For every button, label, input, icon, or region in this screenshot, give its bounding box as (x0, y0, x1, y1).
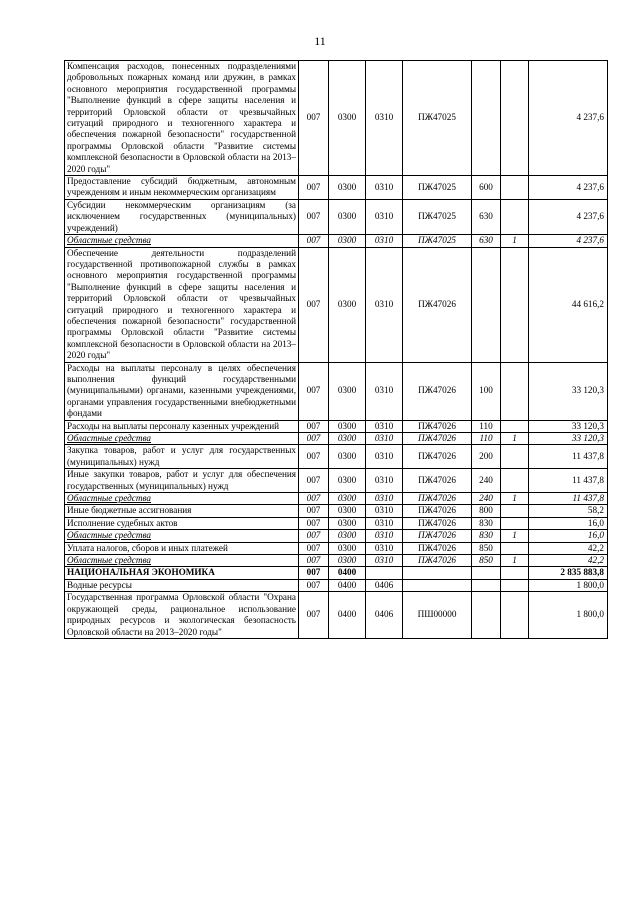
table-row (65, 176, 608, 200)
amount-cell: 33 120,3 (529, 433, 608, 445)
amount-cell: 4 237,6 (529, 61, 608, 176)
subsection-code-cell (366, 567, 403, 579)
expense-name-cell: Иные закупки товаров, работ и услуг для обеспечения государственных (муниципальных) нужд (65, 469, 299, 493)
department-code-cell: 007 (299, 247, 329, 362)
funding-source-cell (501, 505, 529, 517)
funding-source-cell (501, 517, 529, 529)
subsection-code-cell: 0310 (366, 530, 403, 542)
department-code-cell: 007 (299, 362, 329, 420)
target-item-code-cell: ПЖ47026 (403, 555, 472, 567)
expense-name-cell: Государственная программа Орловской области "Охрана окружающей среды, рациональное использование природных ресурсов и экологическая безопасность Орловской области на 2013–2020 годы" (65, 592, 299, 639)
table-row (65, 505, 608, 517)
target-item-code-cell: ПЖ47026 (403, 433, 472, 445)
department-code-cell: 007 (299, 420, 329, 432)
target-item-code-cell: ПЖ47025 (403, 176, 472, 200)
department-code-cell: 007 (299, 592, 329, 639)
section-code-cell: 0300 (329, 493, 366, 505)
department-code-cell: 007 (299, 199, 329, 234)
section-code-cell: 0300 (329, 420, 366, 432)
section-code-cell: 0400 (329, 567, 366, 579)
amount-cell: 11 437,8 (529, 445, 608, 469)
expense-name-cell: Обеспечение деятельности подразделений государственной противопожарной службы в рамках основного мероприятия государственной программы "Выполнение функций в сфере защиты населения и территорий Орловской области от чрезвычайных ситуаций природного и техногенного характера и обеспечения пожарной безопасности" государственной программы Орловской области "Развитие системы комплексной безопасности в Орловской области на 2013–2020 годы" (65, 247, 299, 362)
amount-cell: 16,0 (529, 517, 608, 529)
expense-type-code-cell: 100 (472, 362, 501, 420)
expense-name-cell: Областные средства (65, 493, 299, 505)
table-row (65, 555, 608, 567)
amount-cell: 4 237,6 (529, 235, 608, 247)
target-item-code-cell: ПЖ47026 (403, 420, 472, 432)
expense-type-code-cell: 850 (472, 555, 501, 567)
funding-source-cell: 1 (501, 530, 529, 542)
amount-cell: 2 835 883,8 (529, 567, 608, 579)
amount-cell: 33 120,3 (529, 362, 608, 420)
funding-source-cell: 1 (501, 555, 529, 567)
table-row (65, 493, 608, 505)
funding-source-cell (501, 567, 529, 579)
table-row (65, 247, 608, 362)
expense-type-code-cell: 110 (472, 433, 501, 445)
target-item-code-cell: ПЖ47026 (403, 493, 472, 505)
target-item-code-cell (403, 579, 472, 591)
department-code-cell: 007 (299, 579, 329, 591)
target-item-code-cell: ПЖ47026 (403, 247, 472, 362)
funding-source-cell (501, 176, 529, 200)
page-number: 11 (314, 34, 326, 48)
subsection-code-cell: 0310 (366, 61, 403, 176)
target-item-code-cell: ПЖ47026 (403, 517, 472, 529)
amount-cell: 42,2 (529, 555, 608, 567)
funding-source-cell (501, 542, 529, 554)
department-code-cell: 007 (299, 530, 329, 542)
funding-source-cell: 1 (501, 493, 529, 505)
expense-type-code-cell (472, 579, 501, 591)
expense-type-code-cell: 240 (472, 469, 501, 493)
expense-name-cell: Расходы на выплаты персоналу казенных учреждений (65, 420, 299, 432)
section-code-cell: 0300 (329, 469, 366, 493)
amount-cell: 44 616,2 (529, 247, 608, 362)
expense-name-cell: Областные средства (65, 530, 299, 542)
expense-name-cell: Водные ресурсы (65, 579, 299, 591)
subsection-code-cell: 0310 (366, 176, 403, 200)
expense-name-cell: Уплата налогов, сборов и иных платежей (65, 542, 299, 554)
table-row (65, 433, 608, 445)
section-code-cell: 0300 (329, 176, 366, 200)
expense-type-code-cell (472, 592, 501, 639)
subsection-code-cell: 0310 (366, 555, 403, 567)
funding-source-cell (501, 445, 529, 469)
subsection-code-cell: 0310 (366, 517, 403, 529)
expense-type-code-cell: 630 (472, 199, 501, 234)
expense-name-cell: Предоставление субсидий бюджетным, автономным учреждениям и иным некоммерческим организациям (65, 176, 299, 200)
amount-cell: 16,0 (529, 530, 608, 542)
target-item-code-cell: ПЖ47026 (403, 542, 472, 554)
section-code-cell: 0300 (329, 517, 366, 529)
department-code-cell: 007 (299, 445, 329, 469)
funding-source-cell (501, 61, 529, 176)
department-code-cell: 007 (299, 176, 329, 200)
expense-type-code-cell: 600 (472, 176, 501, 200)
subsection-code-cell: 0310 (366, 433, 403, 445)
amount-cell: 33 120,3 (529, 420, 608, 432)
expense-type-code-cell: 850 (472, 542, 501, 554)
expense-name-cell: НАЦИОНАЛЬНАЯ ЭКОНОМИКА (65, 567, 299, 579)
table-row (65, 567, 608, 579)
subsection-code-cell: 0310 (366, 469, 403, 493)
amount-cell: 1 800,0 (529, 579, 608, 591)
expense-type-code-cell: 110 (472, 420, 501, 432)
amount-cell: 1 800,0 (529, 592, 608, 639)
subsection-code-cell: 0310 (366, 542, 403, 554)
table-row (65, 445, 608, 469)
subsection-code-cell: 0310 (366, 199, 403, 234)
target-item-code-cell: ПЖ47026 (403, 505, 472, 517)
target-item-code-cell: ПШ00000 (403, 592, 472, 639)
table-body (65, 61, 608, 639)
section-code-cell: 0400 (329, 592, 366, 639)
expense-name-cell: Областные средства (65, 555, 299, 567)
department-code-cell: 007 (299, 567, 329, 579)
department-code-cell: 007 (299, 61, 329, 176)
subsection-code-cell: 0310 (366, 493, 403, 505)
subsection-code-cell: 0310 (366, 247, 403, 362)
section-code-cell: 0300 (329, 445, 366, 469)
table-row (65, 542, 608, 554)
table-row (65, 469, 608, 493)
amount-cell: 11 437,8 (529, 469, 608, 493)
department-code-cell: 007 (299, 542, 329, 554)
subsection-code-cell: 0310 (366, 505, 403, 517)
funding-source-cell (501, 247, 529, 362)
section-code-cell: 0300 (329, 362, 366, 420)
amount-cell: 42,2 (529, 542, 608, 554)
target-item-code-cell: ПЖ47025 (403, 235, 472, 247)
expense-name-cell: Расходы на выплаты персоналу в целях обеспечения выполнения функций государственными (муниципальными) органами, казенными учреждениями, органами управления государственными внебюджетными фондами (65, 362, 299, 420)
expense-type-code-cell: 830 (472, 530, 501, 542)
section-code-cell: 0300 (329, 247, 366, 362)
expense-name-cell: Субсидии некоммерческим организациям (за исключением государственных (муниципальных) учреждений) (65, 199, 299, 234)
section-code-cell: 0300 (329, 199, 366, 234)
subsection-code-cell: 0406 (366, 592, 403, 639)
target-item-code-cell: ПЖ47026 (403, 362, 472, 420)
expense-name-cell: Областные средства (65, 235, 299, 247)
section-code-cell: 0300 (329, 235, 366, 247)
subsection-code-cell: 0310 (366, 362, 403, 420)
expense-name-cell: Исполнение судебных актов (65, 517, 299, 529)
department-code-cell: 007 (299, 505, 329, 517)
section-code-cell: 0300 (329, 61, 366, 176)
expense-name-cell: Областные средства (65, 433, 299, 445)
expense-name-cell: Иные бюджетные ассигнования (65, 505, 299, 517)
funding-source-cell (501, 579, 529, 591)
expense-type-code-cell (472, 247, 501, 362)
expense-type-code-cell: 630 (472, 235, 501, 247)
funding-source-cell (501, 469, 529, 493)
expense-type-code-cell (472, 567, 501, 579)
funding-source-cell (501, 362, 529, 420)
target-item-code-cell: ПЖ47026 (403, 469, 472, 493)
department-code-cell: 007 (299, 493, 329, 505)
table-row (65, 579, 608, 591)
table-row (65, 199, 608, 234)
target-item-code-cell: ПЖ47025 (403, 61, 472, 176)
amount-cell: 4 237,6 (529, 176, 608, 200)
table-row (65, 592, 608, 639)
amount-cell: 58,2 (529, 505, 608, 517)
section-code-cell: 0300 (329, 505, 366, 517)
target-item-code-cell: ПЖ47026 (403, 445, 472, 469)
table-row (65, 530, 608, 542)
amount-cell: 4 237,6 (529, 199, 608, 234)
section-code-cell: 0300 (329, 433, 366, 445)
funding-source-cell (501, 592, 529, 639)
subsection-code-cell: 0310 (366, 420, 403, 432)
funding-source-cell (501, 420, 529, 432)
funding-source-cell (501, 199, 529, 234)
subsection-code-cell: 0406 (366, 579, 403, 591)
expense-type-code-cell (472, 61, 501, 176)
table-row (65, 61, 608, 176)
section-code-cell: 0300 (329, 542, 366, 554)
expense-type-code-cell: 200 (472, 445, 501, 469)
subsection-code-cell: 0310 (366, 235, 403, 247)
target-item-code-cell: ПЖ47026 (403, 530, 472, 542)
expense-type-code-cell: 240 (472, 493, 501, 505)
funding-source-cell: 1 (501, 433, 529, 445)
table-row (65, 517, 608, 529)
budget-table (64, 60, 608, 639)
expense-type-code-cell: 830 (472, 517, 501, 529)
department-code-cell: 007 (299, 517, 329, 529)
department-code-cell: 007 (299, 469, 329, 493)
expense-name-cell: Закупка товаров, работ и услуг для государственных (муниципальных) нужд (65, 445, 299, 469)
target-item-code-cell: ПЖ47025 (403, 199, 472, 234)
table-row (65, 420, 608, 432)
section-code-cell: 0300 (329, 555, 366, 567)
expense-name-cell: Компенсация расходов, понесенных подразделениями добровольных пожарных команд или дружин, в рамках основного мероприятия государственной программы "Выполнение функций в сфере защиты населения и территорий Орловской области от чрезвычайных ситуаций природного и техногенного характера и обеспечения пожарной безопасности" государственной программы Орловской области "Развитие системы комплексной безопасности в Орловской области на 2013–2020 годы" (65, 61, 299, 176)
section-code-cell: 0300 (329, 530, 366, 542)
table-row (65, 235, 608, 247)
department-code-cell: 007 (299, 433, 329, 445)
section-code-cell: 0400 (329, 579, 366, 591)
subsection-code-cell: 0310 (366, 445, 403, 469)
funding-source-cell: 1 (501, 235, 529, 247)
table-row (65, 362, 608, 420)
expense-type-code-cell: 800 (472, 505, 501, 517)
target-item-code-cell (403, 567, 472, 579)
department-code-cell: 007 (299, 235, 329, 247)
department-code-cell: 007 (299, 555, 329, 567)
amount-cell: 11 437,8 (529, 493, 608, 505)
